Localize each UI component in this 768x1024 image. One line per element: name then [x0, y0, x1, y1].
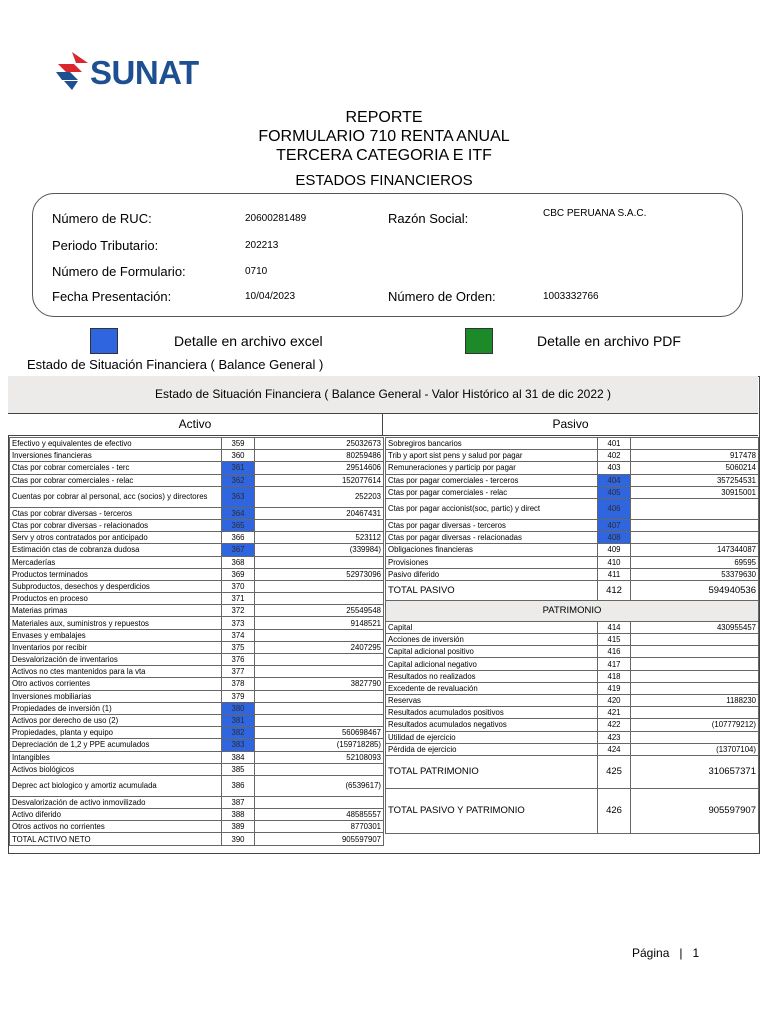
row-code: 374 — [222, 629, 255, 641]
row-code: 424 — [598, 743, 631, 755]
table-row — [386, 519, 759, 531]
row-amount — [631, 658, 759, 670]
row-code: 365 — [222, 519, 255, 531]
row-amount — [255, 796, 384, 808]
ruc-value: 20600281489 — [245, 213, 307, 224]
table-row — [386, 670, 759, 682]
table-row — [10, 532, 384, 544]
row-label: Utilidad de ejercicio — [386, 731, 598, 743]
row-amount: 30915001 — [631, 486, 759, 498]
row-code: 367 — [222, 544, 255, 556]
row-amount: 1188230 — [631, 695, 759, 707]
row-label: Resultados no realizados — [386, 670, 598, 682]
row-label: TOTAL ACTIVO NETO — [10, 833, 222, 845]
row-code: 359 — [222, 438, 255, 450]
row-label: Propiedades de inversión (1) — [10, 702, 222, 714]
row-label: Ctas por cobrar diversas - terceros — [10, 507, 222, 519]
row-code: 386 — [222, 775, 255, 796]
table-row — [386, 743, 759, 755]
table-row — [386, 719, 759, 731]
table-row — [10, 519, 384, 531]
table-row — [10, 556, 384, 568]
title-line-1: REPORTE — [345, 109, 423, 126]
table-row — [10, 714, 384, 726]
title-line-3: TERCERA CATEGORIA E ITF — [276, 147, 492, 164]
periodo-value: 202213 — [245, 240, 279, 251]
table-row — [10, 678, 384, 690]
row-amount: (159718285) — [255, 739, 384, 751]
row-label: Inventarios por recibir — [10, 641, 222, 653]
pdf-legend-label: Detalle en archivo PDF — [537, 333, 681, 349]
row-label: Activos biológicos — [10, 763, 222, 775]
row-label: TOTAL PATRIMONIO — [386, 755, 598, 788]
table-row — [10, 507, 384, 519]
row-amount: (13707104) — [631, 743, 759, 755]
row-label: Productos terminados — [10, 568, 222, 580]
row-code: 403 — [598, 462, 631, 474]
table-row — [386, 755, 759, 788]
table-row — [386, 634, 759, 646]
row-code: 362 — [222, 474, 255, 486]
row-code: 421 — [598, 707, 631, 719]
row-label: Pérdida de ejercicio — [386, 743, 598, 755]
razon-social-label: Razón Social: — [388, 211, 469, 226]
sunat-logo — [52, 50, 212, 94]
row-code: 387 — [222, 796, 255, 808]
table-row — [10, 702, 384, 714]
pasivo-table — [385, 437, 759, 834]
row-amount — [255, 714, 384, 726]
title-line-2: FORMULARIO 710 RENTA ANUAL — [258, 128, 510, 145]
table-row — [386, 462, 759, 474]
row-amount — [255, 629, 384, 641]
row-label: TOTAL PASIVO — [386, 580, 598, 600]
row-code: 389 — [222, 821, 255, 833]
row-label: Envases y embalajes — [10, 629, 222, 641]
row-label: Materiales aux, suministros y repuestos — [10, 617, 222, 629]
table-row — [10, 796, 384, 808]
row-label: Efectivo y equivalentes de efectivo — [10, 438, 222, 450]
logo-text: SUNAT — [90, 54, 199, 91]
row-amount — [631, 532, 759, 544]
row-code: 410 — [598, 556, 631, 568]
row-label: TOTAL PASIVO Y PATRIMONIO — [386, 788, 598, 833]
row-amount: 523112 — [255, 532, 384, 544]
row-label: Subproductos, desechos y desperdicios — [10, 580, 222, 592]
row-code: 372 — [222, 605, 255, 617]
row-amount: 80259486 — [255, 450, 384, 462]
table-row — [10, 763, 384, 775]
table-row — [386, 474, 759, 486]
table-row — [386, 658, 759, 670]
table-row — [10, 593, 384, 605]
balance-sheet-title: Estado de Situación Financiera ( Balance General - Valor Histórico al 31 de dic 2022 ) — [8, 376, 758, 414]
row-label: Sobregiros bancarios — [386, 438, 598, 450]
row-code: 368 — [222, 556, 255, 568]
row-amount: 48585557 — [255, 809, 384, 821]
row-label: Ctas por pagar comerciales - terceros — [386, 474, 598, 486]
row-code: 404 — [598, 474, 631, 486]
periodo-label: Periodo Tributario: — [52, 238, 159, 253]
row-code: 375 — [222, 641, 255, 653]
row-label: Estimación ctas de cobranza dudosa — [10, 544, 222, 556]
row-amount: 69595 — [631, 556, 759, 568]
row-code: 418 — [598, 670, 631, 682]
row-amount: 430955457 — [631, 621, 759, 633]
row-amount: 25032673 — [255, 438, 384, 450]
row-amount — [631, 438, 759, 450]
row-amount: (6539617) — [255, 775, 384, 796]
row-label: Capital adicional negativo — [386, 658, 598, 670]
table-row — [386, 695, 759, 707]
row-amount: 252203 — [255, 486, 384, 507]
row-code: 422 — [598, 719, 631, 731]
row-code: 373 — [222, 617, 255, 629]
table-row — [386, 556, 759, 568]
row-amount: 152077614 — [255, 474, 384, 486]
fecha-value: 10/04/2023 — [245, 291, 296, 302]
row-label: Activos por derecho de uso (2) — [10, 714, 222, 726]
row-code: 364 — [222, 507, 255, 519]
table-row — [10, 727, 384, 739]
table-row — [10, 605, 384, 617]
pdf-legend-swatch — [465, 328, 493, 354]
row-amount — [631, 634, 759, 646]
table-row — [10, 739, 384, 751]
row-amount: 147344087 — [631, 544, 759, 556]
row-code: 425 — [598, 755, 631, 788]
row-amount: 905597907 — [631, 788, 759, 833]
row-label: Propiedades, planta y equipo — [10, 727, 222, 739]
row-amount: 3827790 — [255, 678, 384, 690]
row-label: Deprec act biologico y amortiz acumulada — [10, 775, 222, 796]
table-row — [10, 629, 384, 641]
excel-legend-swatch — [90, 328, 118, 354]
row-amount: 917478 — [631, 450, 759, 462]
table-row — [10, 474, 384, 486]
row-amount: 53379630 — [631, 568, 759, 580]
row-label: Desvalorización de inventarios — [10, 654, 222, 666]
row-amount: 52973096 — [255, 568, 384, 580]
row-code: 371 — [222, 593, 255, 605]
row-amount — [631, 707, 759, 719]
row-label: Depreciación de 1,2 y PPE acumulados — [10, 739, 222, 751]
table-row — [386, 621, 759, 633]
orden-value: 1003332766 — [543, 291, 599, 302]
row-amount: (339984) — [255, 544, 384, 556]
row-label: Materias primas — [10, 605, 222, 617]
row-label: Acciones de inversión — [386, 634, 598, 646]
row-label: Inversiones mobiliarias — [10, 690, 222, 702]
row-code: 415 — [598, 634, 631, 646]
row-amount — [255, 666, 384, 678]
table-row — [386, 707, 759, 719]
formulario-label: Número de Formulario: — [52, 264, 186, 279]
row-code: 378 — [222, 678, 255, 690]
row-amount — [255, 702, 384, 714]
table-row — [386, 450, 759, 462]
row-label: Mercaderías — [10, 556, 222, 568]
row-label: Resultados acumulados negativos — [386, 719, 598, 731]
row-code: 369 — [222, 568, 255, 580]
report-title — [0, 108, 768, 165]
row-code: 379 — [222, 690, 255, 702]
table-row — [10, 568, 384, 580]
row-amount — [255, 763, 384, 775]
table-row — [386, 646, 759, 658]
table-row — [10, 690, 384, 702]
table-row — [10, 751, 384, 763]
row-code: 405 — [598, 486, 631, 498]
row-code: 384 — [222, 751, 255, 763]
activo-header: Activo — [8, 414, 383, 436]
row-amount — [255, 556, 384, 568]
row-label: Trib y aport sist pens y salud por pagar — [386, 450, 598, 462]
table-row — [10, 438, 384, 450]
row-code: 426 — [598, 788, 631, 833]
row-code: 388 — [222, 809, 255, 821]
row-code: 390 — [222, 833, 255, 845]
row-code: 383 — [222, 739, 255, 751]
row-code: 408 — [598, 532, 631, 544]
table-row — [386, 486, 759, 498]
row-code: 423 — [598, 731, 631, 743]
activo-table — [9, 437, 384, 846]
table-row — [10, 809, 384, 821]
row-label: Provisiones — [386, 556, 598, 568]
fecha-label: Fecha Presentación: — [52, 289, 172, 304]
row-label: Otro activos corrientes — [10, 678, 222, 690]
table-row — [386, 544, 759, 556]
row-code: 381 — [222, 714, 255, 726]
row-amount — [631, 646, 759, 658]
row-label: Ctas por cobrar diversas - relacionados — [10, 519, 222, 531]
row-code: 417 — [598, 658, 631, 670]
row-label: Desvalorización de activo inmovilizado — [10, 796, 222, 808]
row-label: Otros activos no corrientes — [10, 821, 222, 833]
table-row — [10, 450, 384, 462]
row-label: Productos en proceso — [10, 593, 222, 605]
row-amount: 52108093 — [255, 751, 384, 763]
row-amount: 8770301 — [255, 821, 384, 833]
row-amount — [631, 670, 759, 682]
page-label: Página — [632, 946, 670, 960]
row-label: Ctas por pagar diversas - relacionadas — [386, 532, 598, 544]
row-label: Ctas por cobrar comerciales - relac — [10, 474, 222, 486]
row-amount: 905597907 — [255, 833, 384, 845]
row-amount — [631, 519, 759, 531]
row-label: Pasivo diferido — [386, 568, 598, 580]
row-label: Serv y otros contratados por anticipado — [10, 532, 222, 544]
row-amount — [255, 654, 384, 666]
row-label: Ctas por cobrar comerciales - terc — [10, 462, 222, 474]
row-amount: 560698467 — [255, 727, 384, 739]
page-footer — [632, 946, 699, 960]
section-caption: Estado de Situación Financiera ( Balance General ) — [27, 357, 324, 372]
row-label: Capital adicional positivo — [386, 646, 598, 658]
table-row — [386, 438, 759, 450]
row-label: Reservas — [386, 695, 598, 707]
table-row — [10, 641, 384, 653]
report-subtitle: ESTADOS FINANCIEROS — [295, 172, 473, 189]
row-label: Ctas por pagar comerciales - relac — [386, 486, 598, 498]
table-row — [386, 498, 759, 519]
pasivo-header: Pasivo — [383, 414, 758, 436]
sunat-logo-icon — [52, 50, 92, 92]
row-code: 376 — [222, 654, 255, 666]
razon-social-value: CBC PERUANA S.A.C. — [543, 208, 647, 219]
row-code: 419 — [598, 682, 631, 694]
row-code: 377 — [222, 666, 255, 678]
row-label: Capital — [386, 621, 598, 633]
table-row — [386, 682, 759, 694]
row-code: 409 — [598, 544, 631, 556]
table-row — [10, 654, 384, 666]
ruc-label: Número de RUC: — [52, 211, 152, 226]
row-code: 416 — [598, 646, 631, 658]
row-amount: 9148521 — [255, 617, 384, 629]
row-code: 360 — [222, 450, 255, 462]
row-amount: 25549548 — [255, 605, 384, 617]
row-label: Activos no ctes mantenidos para la vta — [10, 666, 222, 678]
row-code: 406 — [598, 498, 631, 519]
row-label: Intangibles — [10, 751, 222, 763]
row-code: 382 — [222, 727, 255, 739]
row-label: Inversiones financieras — [10, 450, 222, 462]
table-row — [386, 532, 759, 544]
row-code: 411 — [598, 568, 631, 580]
table-row — [386, 580, 759, 600]
page-separator: | — [679, 946, 683, 960]
row-label: Ctas por pagar diversas - terceros — [386, 519, 598, 531]
row-amount — [631, 682, 759, 694]
excel-legend-label: Detalle en archivo excel — [174, 333, 323, 349]
patrimonio-header: PATRIMONIO — [386, 600, 759, 621]
row-label: Activo diferido — [10, 809, 222, 821]
table-row — [10, 544, 384, 556]
row-amount: 2407295 — [255, 641, 384, 653]
row-code: 361 — [222, 462, 255, 474]
row-amount: 594940536 — [631, 580, 759, 600]
row-label: Obligaciones financieras — [386, 544, 598, 556]
row-label: Excedente de revaluación — [386, 682, 598, 694]
row-code: 420 — [598, 695, 631, 707]
row-amount: 29514606 — [255, 462, 384, 474]
table-row — [10, 617, 384, 629]
row-code: 402 — [598, 450, 631, 462]
row-label: Remuneraciones y particip por pagar — [386, 462, 598, 474]
row-amount — [255, 690, 384, 702]
row-amount — [255, 519, 384, 531]
table-row — [10, 821, 384, 833]
row-code: 363 — [222, 486, 255, 507]
row-code: 401 — [598, 438, 631, 450]
table-row — [10, 833, 384, 845]
row-amount: 5060214 — [631, 462, 759, 474]
row-label: Ctas por pagar accionist(soc, partic) y direct — [386, 498, 598, 519]
table-row — [10, 775, 384, 796]
table-row — [10, 666, 384, 678]
row-amount: 20467431 — [255, 507, 384, 519]
formulario-value: 0710 — [245, 266, 268, 277]
row-code: 385 — [222, 763, 255, 775]
row-code: 366 — [222, 532, 255, 544]
table-row — [386, 731, 759, 743]
table-row — [386, 788, 759, 833]
row-code: 407 — [598, 519, 631, 531]
row-amount: (107779212) — [631, 719, 759, 731]
row-label: Cuentas por cobrar al personal, acc (socios) y directores — [10, 486, 222, 507]
table-row — [386, 568, 759, 580]
row-code: 370 — [222, 580, 255, 592]
table-row — [10, 580, 384, 592]
page-number: 1 — [692, 946, 700, 960]
row-amount — [631, 498, 759, 519]
orden-label: Número de Orden: — [388, 289, 496, 304]
row-amount: 357254531 — [631, 474, 759, 486]
row-code: 414 — [598, 621, 631, 633]
row-amount — [255, 593, 384, 605]
patrimonio-header-row — [386, 600, 759, 621]
row-amount — [631, 731, 759, 743]
row-label: Resultados acumulados positivos — [386, 707, 598, 719]
row-amount — [255, 580, 384, 592]
row-amount: 310657371 — [631, 755, 759, 788]
row-code: 380 — [222, 702, 255, 714]
row-code: 412 — [598, 580, 631, 600]
table-row — [10, 462, 384, 474]
table-row — [10, 486, 384, 507]
